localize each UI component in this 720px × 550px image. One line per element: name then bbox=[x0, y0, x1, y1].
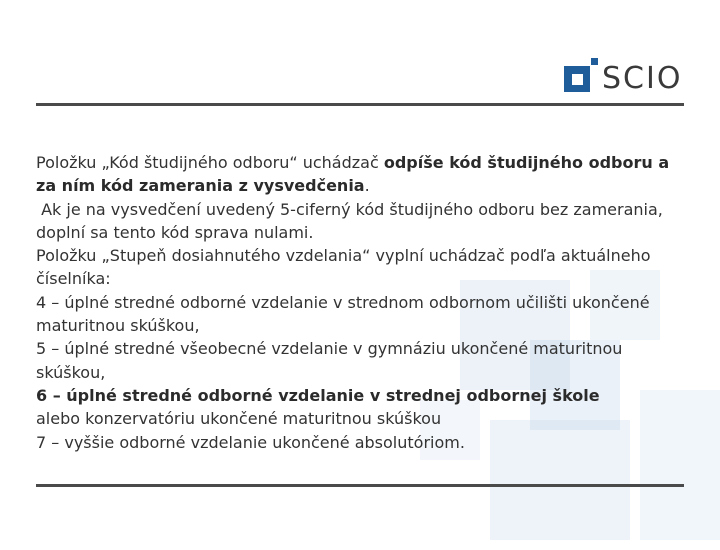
logo-square-inner bbox=[572, 74, 583, 85]
paragraph-education-level: Položku „Stupeň dosiahnutého vzdelania“ vyplní uchádzač podľa aktuálneho číselníka: bbox=[36, 246, 651, 289]
scio-logo-text: SCIO bbox=[602, 61, 683, 96]
paragraph-zero-padding: Ak je na vysvedčení uvedený 5-ciferný kód študijného odboru bez zamerania, doplní sa tento kód sprava nulami. bbox=[36, 199, 668, 242]
paragraph-code-instruction: Položku „Kód študijného odboru“ uchádzač odpíše kód študijného odboru a za ním kód zamerania z vysvedčenia. bbox=[36, 153, 670, 196]
logo-square-small bbox=[591, 58, 598, 65]
list-item-4: 4 – úplné stredné odborné vzdelanie v strednom odbornom učilišti ukončené maturitnou skúškou, bbox=[36, 292, 650, 336]
scio-logo bbox=[564, 58, 682, 94]
scio-logo-mark bbox=[564, 58, 598, 94]
bottom-divider bbox=[36, 484, 684, 487]
list-item-6-bold: 6 – úplné stredné odborné vzdelanie v strednej odbornej škole bbox=[36, 385, 600, 405]
list-item-6-rest: alebo konzervatóriu ukončené maturitnou skúškou bbox=[36, 409, 442, 429]
list-item-7: 7 – vyššie odborné vzdelanie ukončené absolutóriom. bbox=[36, 432, 465, 452]
paragraph-code-instruction-bold: odpíše kód študijného odboru a za ním kód zamerania z vysvedčenia bbox=[36, 153, 670, 196]
document-body bbox=[36, 151, 686, 454]
top-divider bbox=[36, 103, 684, 106]
list-item-5: 5 – úplné stredné všeobecné vzdelanie v gymnáziu ukončené maturitnou skúškou, bbox=[36, 339, 623, 382]
